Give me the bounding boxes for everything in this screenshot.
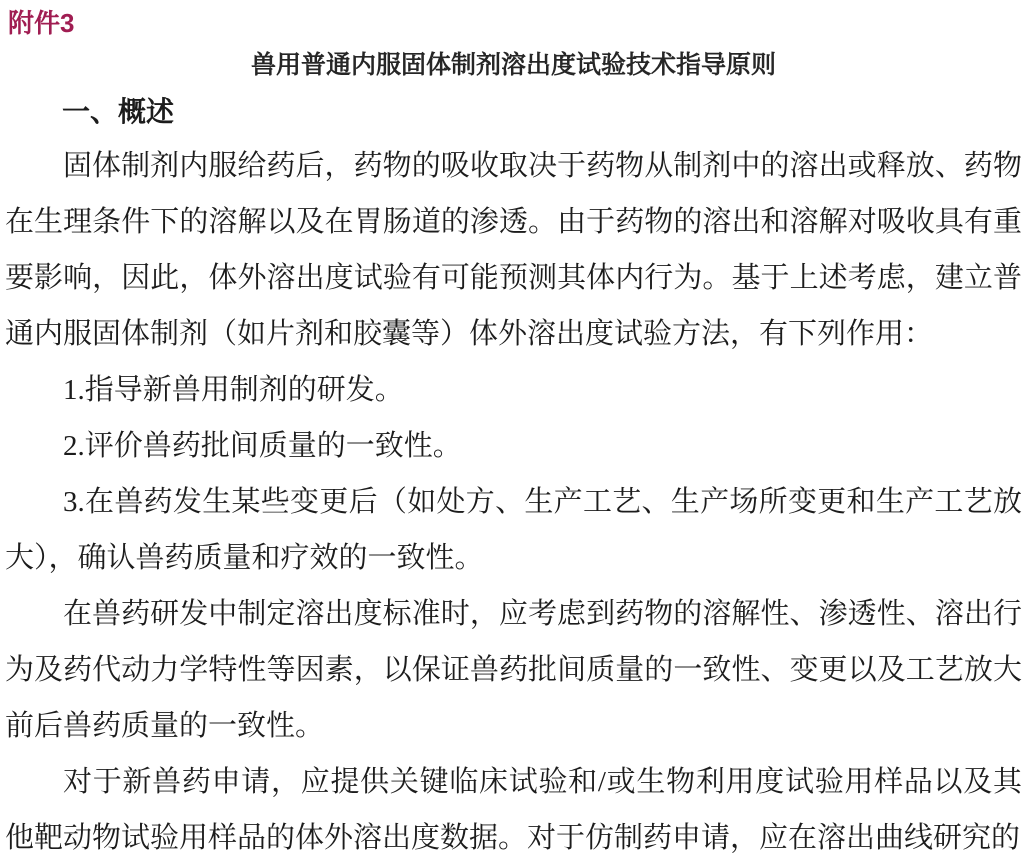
- paragraph-item-1: 1.指导新兽用制剂的研发。: [63, 374, 404, 406]
- paragraph-overview: 固体制剂内服给药后，药物的吸收取决于药物从制剂中的溶出或释放、药物在生理条件下的溶解以及在胃肠道的渗透。由于药物的溶出和溶解对吸收具有重要影响，因此，体外溶出度试验有可能预测其体内行为。基于上述考虑，建立普通内服固体制剂（如片剂和胶囊等）体外溶出度试验方法，有下列作用：: [5, 150, 1022, 350]
- section-heading: 一、概述: [62, 96, 175, 127]
- document-body: [0, 138, 1027, 866]
- attachment-label: 附件3: [8, 8, 75, 38]
- paragraph-item-3: 3.在兽药发生某些变更后（如处方、生产工艺、生产场所变更和生产工艺放大），确认兽药质量和疗效的一致性。: [5, 486, 1022, 574]
- paragraph-standards: 在兽药研发中制定溶出度标准时，应考虑到药物的溶解性、渗透性、溶出行为及药代动力学特性等因素，以保证兽药批间质量的一致性、变更以及工艺放大前后兽药质量的一致性。: [5, 598, 1022, 742]
- paragraph-applications: 对于新兽药申请，应提供关键临床试验和/或生物利用度试验用样品以及其他靶动物试验用样品的体外溶出度数据。对于仿制药申请，应在溶出曲线研究的: [5, 766, 1022, 854]
- document-title: 兽用普通内服固体制剂溶出度试验技术指导原则: [250, 51, 776, 79]
- paragraph-item-2: 2.评价兽药批间质量的一致性。: [63, 430, 462, 462]
